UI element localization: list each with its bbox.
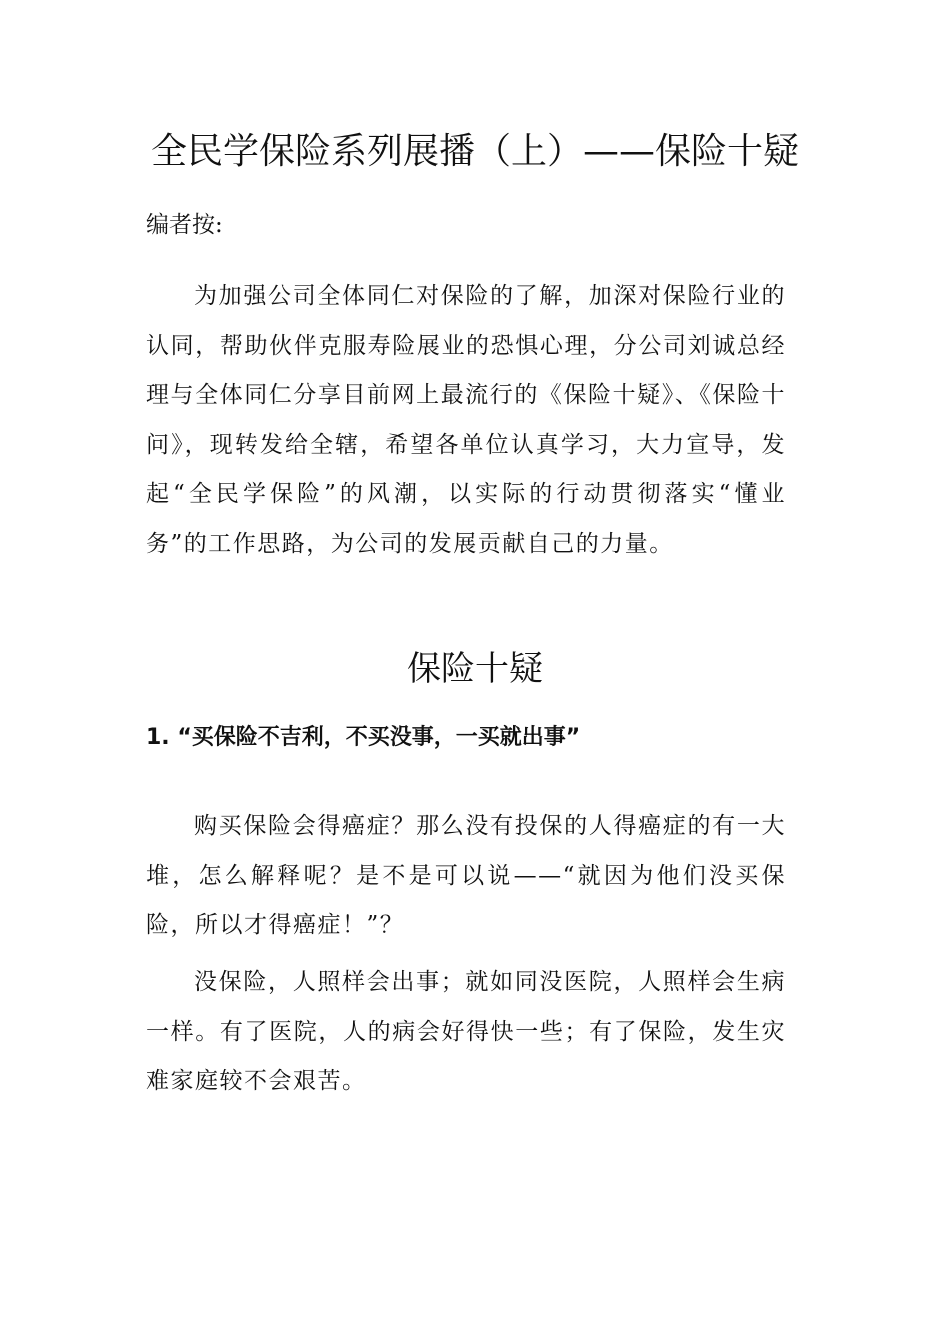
question-1-paragraph-1: 购买保险会得癌症？那么没有投保的人得癌症的有一大堆，怎么解释呢？是不是可以说——“就因为他们没买保险，所以才得癌症！”？ (146, 813, 786, 939)
section-title: 保险十疑 (407, 649, 543, 689)
editor-note-paragraph: 为加强公司全体同仁对保险的了解，加深对保险行业的认同，帮助伙伴克服寿险展业的恐惧心理，分公司刘诚总经理与全体同仁分享目前网上最流行的《保险十疑》、《保险十问》，现转发给全辖，希望各单位认真学习，大力宣导，发起“全民学保险”的风潮，以实际的行动贯彻落实“懂业务”的工作思路，为公司的发展贡献自己的力量。 (146, 283, 786, 557)
editor-note-label: 编者按: (146, 212, 223, 238)
document-title: 全民学保险系列展播（上）——保险十疑 (150, 131, 799, 172)
question-1-heading: 1. “买保险不吉利，不买没事，一买就出事” (146, 725, 581, 750)
question-1-paragraph-2: 没保险，人照样会出事；就如同没医院，人照样会生病一样。有了医院，人的病会好得快一些；有了保险，发生灾难家庭较不会艰苦。 (146, 969, 786, 1095)
